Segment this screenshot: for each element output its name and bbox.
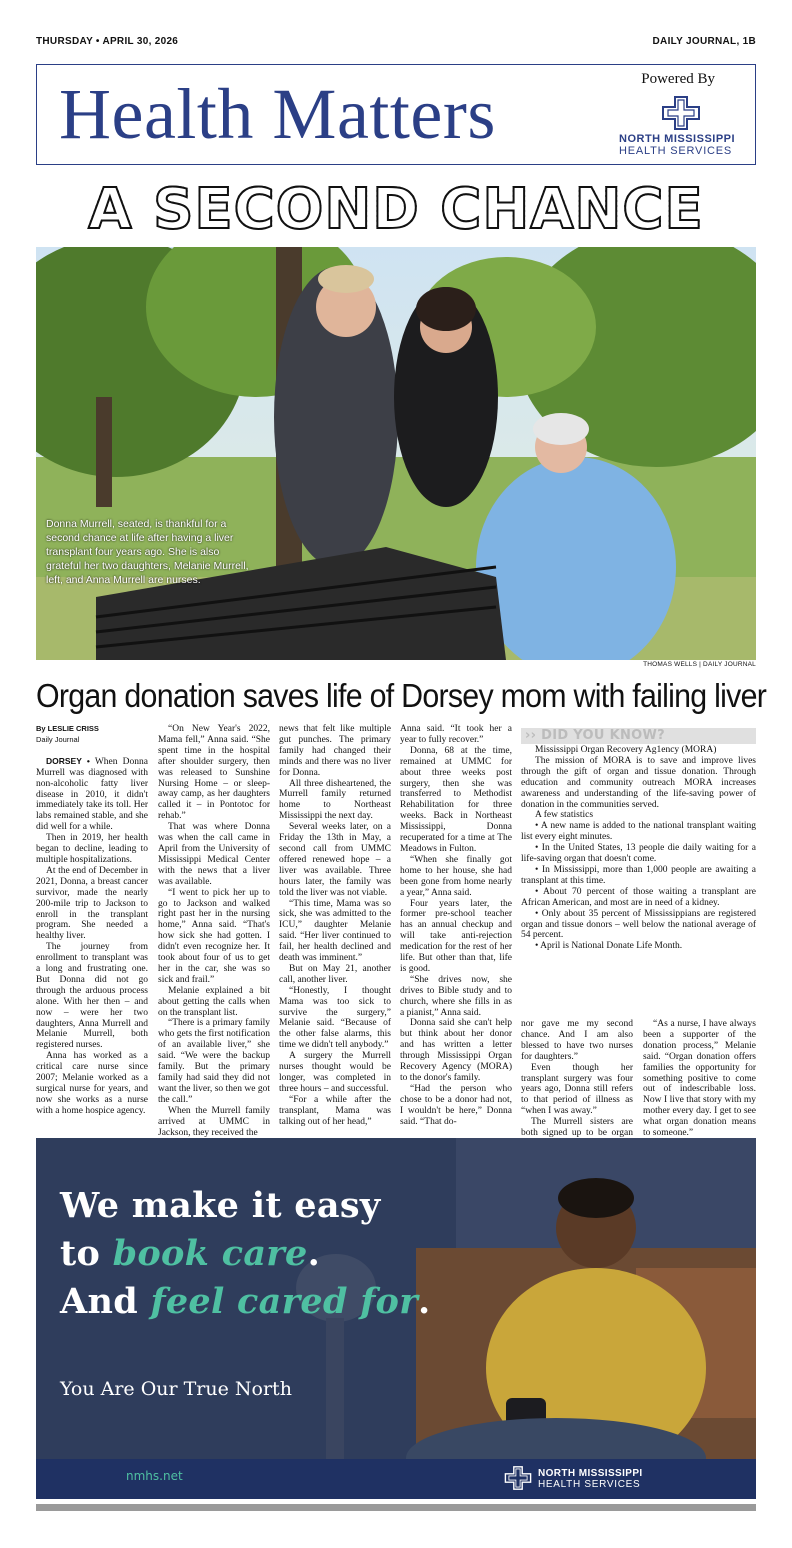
feature-headline: A SECOND CHANCE: [36, 178, 756, 242]
ad-url-link[interactable]: nmhs.net: [126, 1469, 183, 1483]
did-you-know-header: [521, 728, 756, 744]
paragraph: But on May 21, another call, another liver.: [279, 963, 391, 985]
dyk-item: • In the United States, 13 people die daily waiting for a life-saving organ that doesn't come.: [521, 843, 756, 865]
section-title: Health Matters: [59, 74, 496, 154]
paragraph: “When she finally got home to her house, she had been gone from home nearly a year,” Anna said.: [400, 854, 512, 898]
nmhs-advertisement[interactable]: [36, 1138, 756, 1499]
story-column-4: [400, 724, 512, 1128]
paragraph: “This time, Mama was so sick, she was admitted to the ICU,” daughter Melanie said. “Her liver continued to fail, her health declined and death was imminent.”: [279, 898, 391, 964]
paragraph: “As a nurse, I have always been a supporter of the donation process,” Melanie said. “Organ donation offers families the opportunity for something positive to come out of indescribable loss. Now I live that story with my mother every day. I get to see what organ donation means to someone.”: [643, 1019, 756, 1139]
paragraph: news that felt like multiple gut punches. The primary family had changed their minds and there was no liver for Donna.: [279, 724, 391, 778]
ad-line-1: We make it easy: [60, 1185, 381, 1226]
story-column-3: [279, 724, 391, 1128]
dyk-item: • A new name is added to the national transplant waiting list every eight minutes.: [521, 821, 756, 843]
paragraph: Four years later, the former pre-school teacher has an annual checkup and will take anti-rejection medication for the rest of her life. But other than that, life is good.: [400, 898, 512, 974]
paragraph: The journey from enrollment to transplant was a long and frustrating one. But Donna did not go through the arduous process alone. With her then – and now – were her two daughters, Anna Murrell and Melanie Murrell, both registered nurses.: [36, 942, 148, 1051]
paragraph: “Honestly, I thought Mama was too sick to survive the surgery,” Melanie said. “Because of the other false alarms, this time we didn't tell anybody.”: [279, 985, 391, 1051]
paragraph: “Had the person who chose to be a donor had not, I wouldn't be here,” Donna said. “That do-: [400, 1083, 512, 1127]
ad-line-2-highlight: book care: [112, 1233, 308, 1274]
paragraph: “I went to pick her up to go to Jackson and walked right past her in the nursing home,” Anna said. “That's how sick she had gotten. I didn't even recognize her. It took about four of us to get her in the car, she was so sick and frail.”: [158, 887, 270, 985]
nmhs-wordmark: [619, 133, 735, 157]
paragraph: When the Murrell family arrived at UMMC in Jackson, they received the: [158, 1105, 270, 1138]
nmhs-cross-icon: [661, 95, 701, 131]
paragraph: Donna, 68 at the time, remained at UMMC for about three weeks post surgery, then she was transferred to Methodist Rehabilitation for three weeks. Back in Northeast Mississippi, Donna recuperated for a time at The Meadows in Fulton.: [400, 745, 512, 854]
feature-photo: [36, 247, 756, 660]
paragraph: A surgery the Murrell nurses thought would be longer, was completed in three hours – and successful.: [279, 1051, 391, 1094]
dyk-item: • In Mississippi, more than 1,000 people are awaiting a transplant at this time.: [521, 864, 756, 886]
ad-brand-line2: HEALTH SERVICES: [538, 1479, 641, 1490]
ad-line-2-c: .: [307, 1233, 321, 1274]
ad-line-3-a: And: [60, 1281, 151, 1322]
brand-line1: NORTH MISSISSIPPI: [619, 133, 736, 145]
paragraph: Then in 2019, her health began to decline, leading to multiple hospitalizations.: [36, 833, 148, 865]
photo-caption: Donna Murrell, seated, is thankful for a second chance at life after having a liver transplant four years ago. She is also grateful her two daughters, Melanie Murrell, left, and Anna Murrell are nurses.: [46, 518, 249, 586]
story-column-1: [36, 724, 148, 1117]
paragraph: “On New Year's 2022, Mama fell,” Anna said. “She spent time in the hospital after shoulder surgery, then was released to Sunshine Nursing Home – or sleep-away camp, as her daughters called it – in Pontotoc for rehab.”: [158, 724, 270, 822]
photo-illustration: [36, 247, 756, 660]
ad-wordmark: [538, 1468, 643, 1490]
dyk-item: • April is National Donate Life Month.: [535, 941, 683, 952]
paragraph: “She drives now, she drives to Bible study and to church, where she fills in as a pianist,” Anna said.: [400, 974, 512, 1018]
dyk-item: Mississippi Organ Recovery Ag1ency (MORA): [535, 745, 717, 755]
paragraph: Anna has worked as a critical care nurse since 2007; Melanie worked as a surgical nurse for years, and now she works as a nurse with a home hospice agency.: [36, 1051, 148, 1116]
page-footer-rule: [36, 1504, 756, 1511]
dateline-right: DAILY JOURNAL, 1B: [652, 36, 756, 47]
powered-by-label: Powered By: [641, 71, 715, 87]
paragraph: nor gave me my second chance. And I am also blessed to have two nurses for daughters.”: [521, 1019, 633, 1062]
paragraph: When Donna Murrell was diagnosed with non-alcoholic fatty liver disease in 2010, it didn't immediately take its toll. Her labs remained stable, and she did well for a while.: [36, 756, 148, 833]
outlet: Daily Journal: [36, 734, 80, 744]
nmhs-cross-icon: [504, 1464, 532, 1492]
ad-line-3: [60, 1278, 430, 1326]
did-you-know-body: [521, 745, 756, 952]
paragraph: The Murrell sisters are both signed up to be organ: [521, 1117, 633, 1139]
dyk-item: A few statistics: [535, 810, 594, 821]
paragraph: Several weeks later, on a Friday the 13th in May, a second call from UMMC offered renewed hope – a liver was available. Three hours later, the family was told the liver was not viable.: [279, 822, 391, 898]
paragraph: “For a while after the transplant, Mama was talking out of her head,”: [279, 1094, 391, 1127]
did-you-know-box: [521, 728, 756, 952]
paragraph: Melanie explained a bit about getting the calls when on the transplant list.: [158, 985, 270, 1018]
paragraph: “There is a primary family who gets the first notification of an available liver,” she said. “We were the backup family. But the primary family had said they did not want the liver, so then we got the call.”: [158, 1018, 270, 1105]
ad-line-3-c: .: [417, 1281, 431, 1322]
dyk-item: • Only about 35 percent of Mississippians are registered organ and tissue donors – well below the national average of 54 percent.: [521, 908, 756, 941]
dyk-item: The mission of MORA is to save and improve lives through the gift of organ and tissue donation. Through education and community outreach MORA increases awareness and understanding of the life-saving power of donation in the communities served.: [521, 755, 756, 810]
paragraph: Even though her transplant surgery was four years ago, Donna still refers to that period of illness as “when I was away.”: [521, 1062, 633, 1117]
paragraph: At the end of December in 2021, Donna, a breast cancer survivor, made the nearly 200-mile trip to Jackson to enroll in the transplant program. She needed a healthy liver.: [36, 865, 148, 942]
ad-tagline: You Are Our True North: [60, 1378, 292, 1400]
story-column-2: [158, 724, 270, 1138]
masthead: [36, 64, 756, 165]
ad-line-2-a: to: [60, 1233, 113, 1274]
did-you-know-title: ›› DID YOU KNOW?: [525, 728, 665, 743]
paragraph: That was where Donna was when the call came in April from the University of Mississippi Medical Center with the news that a liver was available.: [158, 822, 270, 887]
photo-credit: THOMAS WELLS | DAILY JOURNAL: [643, 661, 756, 668]
paragraph: Donna said she can't help but think about her donor and has written a letter through Mississippi Organ Recovery Agency (MORA) to the donor's family.: [400, 1018, 512, 1083]
dateline-place: DORSEY •: [46, 755, 90, 766]
dateline-left: THURSDAY • APRIL 30, 2026: [36, 36, 179, 47]
ad-line-2: [60, 1230, 320, 1278]
byline: By LESLIE CRISS: [36, 724, 99, 733]
ad-line-3-highlight: feel cared for: [150, 1281, 418, 1322]
ad-brand-line1: NORTH MISSISSIPPI: [538, 1468, 643, 1479]
paragraph: All three disheartened, the Murrell family returned home to Northeast Mississippi the next day.: [279, 778, 391, 822]
dyk-item: • About 70 percent of those waiting a transplant are African American, and most are in need of a kidney.: [521, 886, 756, 908]
story-headline: Organ donation saves life of Dorsey mom with failing liver: [36, 677, 767, 714]
paragraph: Anna said. “It took her a year to fully recover.”: [400, 724, 512, 745]
brand-line2: HEALTH SERVICES: [619, 145, 733, 157]
